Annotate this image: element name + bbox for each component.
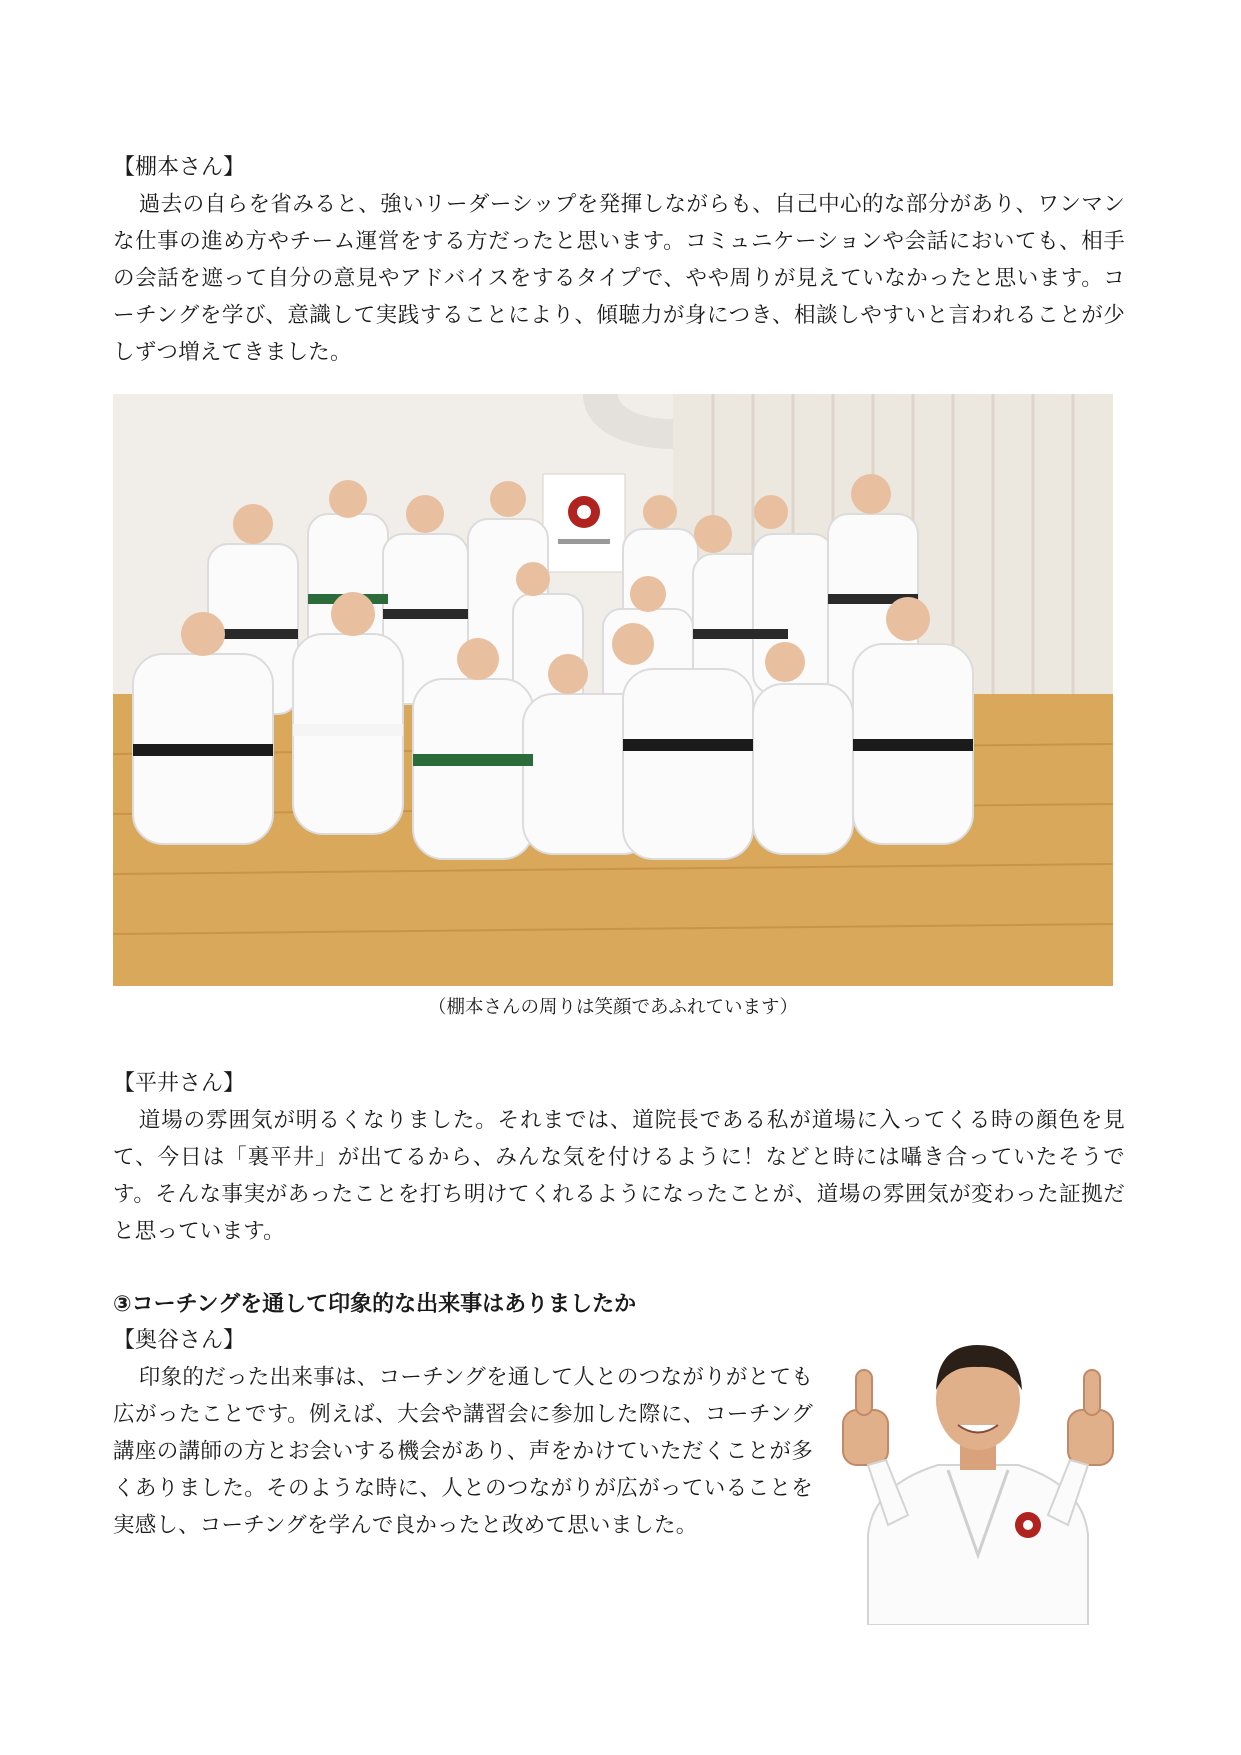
section-tanamoto [113, 150, 1125, 371]
okutani-heading: 【奥谷さん】 [113, 1328, 246, 1353]
hirai-heading: 【平井さん】 [113, 1071, 246, 1096]
tanamoto-heading: 【棚本さん】 [113, 155, 246, 180]
person-photo [828, 1325, 1128, 1625]
group-photo [113, 394, 1113, 986]
photo-caption: （棚本さんの周りは笑顔であふれています） [427, 997, 798, 1018]
okutani-paragraph: 印象的だった出来事は、コーチングを通して人とのつながりがとても広がったことです。例えば、大会や講習会に参加した際に、コーチング講座の講師の方とお会いする機会があり、声をかけていただくことが多くありました。そのような時に、人とのつながりが広がっていることを実感し、コーチングを学んで良かったと改めて思いました。 [113, 1365, 813, 1538]
section-hirai [113, 1066, 1125, 1250]
hirai-paragraph: 道場の雰囲気が明るくなりました。それまでは、道院長である私が道場に入ってくる時の顔色を見て、今日は「裏平井」が出てるから、みんな気を付けるように！などと時には囁き合っていたそうです。そんな事実があったことを打ち明けてくれるようになったことが、道場の雰囲気が変わった証拠だと思っています。 [113, 1108, 1125, 1244]
tanamoto-paragraph: 過去の自らを省みると、強いリーダーシップを発揮しながらも、自己中心的な部分があり、ワンマンな仕事の進め方やチーム運営をする方だったと思います。コミュニケーションや会話においても、相手の会話を遮って自分の意見やアドバイスをするタイプで、やや周りが見えていなかったと思います。コーチングを学び、意識して実践することにより、傾聴力が身につき、相談しやすいと言われることが少しずつ増えてきました。 [113, 192, 1125, 365]
group-photo-illustration [113, 394, 1113, 986]
question-3-title: ③コーチングを通して印象的な出来事はありましたか [113, 1292, 637, 1317]
person-photo-illustration [828, 1325, 1128, 1625]
